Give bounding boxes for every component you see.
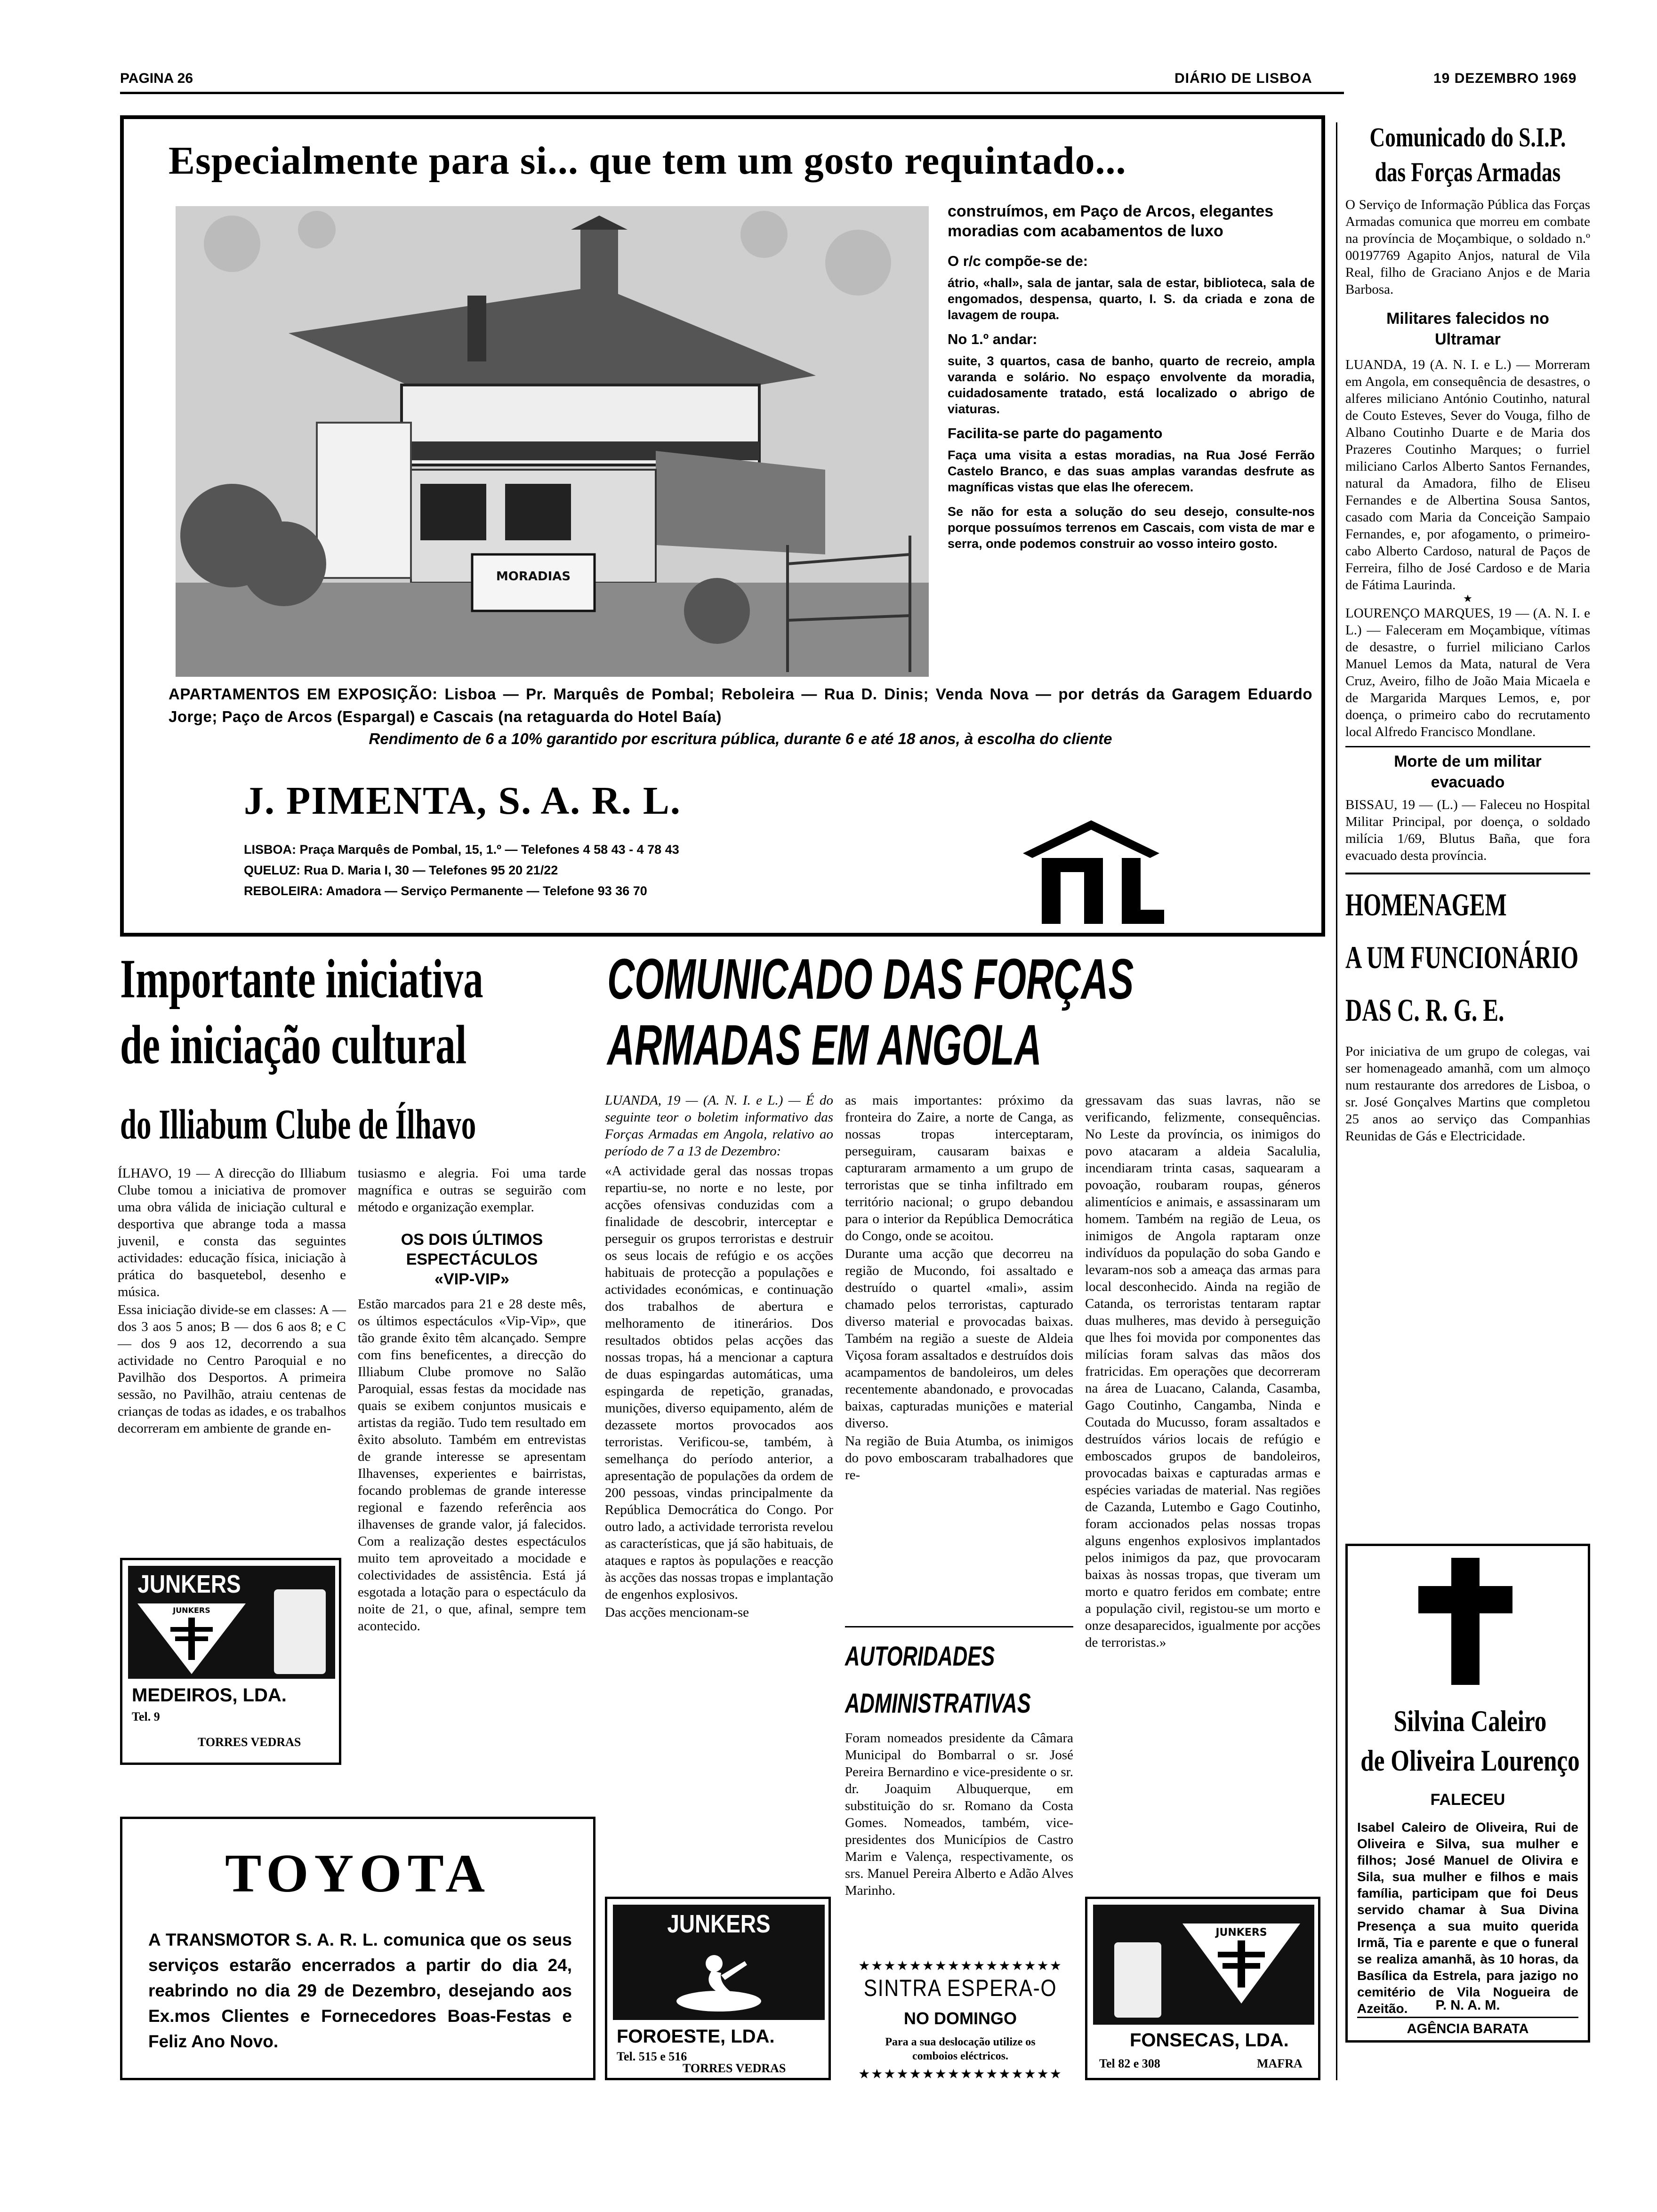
fonsecas-town: MAFRA (1257, 2057, 1303, 2070)
address-lisboa: LISBOA: Praça Marquês de Pombal, 15, 1.º — Telefones 4 58 43 - 4 78 43 (244, 842, 679, 857)
ilhavo-paragraph-3: tusiasmo e alegria. Foi uma tarde magnífica e outras se seguirão com método e organização exemplar. (358, 1166, 586, 1215)
cross-icon-bar (1418, 1586, 1512, 1613)
address-reboleira: REBOLEIRA: Amadora — Serviço Permanente — Telefone 93 36 70 (244, 884, 647, 898)
first-floor-title: No 1.º andar: (948, 331, 1038, 347)
obituary-text: Isabel Caleiro de Oliveira, Rui de Oliveira e Silva, sua mulher e filhos; José Manuel de Olivira e Sila, sua mulher e filhos e mais família, participam que foi Deus servido chamar à Sua Divina Presença a sua muito querida Irmã, Tia e parente e que o funeral se realiza amanhã, às 10 horas, da Basílica da Estrela, para jazigo no cemitério de Vila Nogueira de Azeitão. (1357, 1820, 1578, 2016)
homenagem-rule (1345, 873, 1590, 874)
junkers-medeiros-tel: Tel. 9 (132, 1710, 160, 1723)
obituary-agency: AGÊNCIA BARATA (1407, 2021, 1529, 2036)
sintra-stars-top: ★★★★★★★★★★★★★★★★ (858, 1958, 1062, 1973)
obituary-rule (1357, 2017, 1578, 2018)
company-name: J. PIMENTA, S. A. R. L. (244, 779, 681, 823)
angola-paragraph-1: «A actividade geral das nossas tropas repartiu-se, no norte e no leste, por acções ofensivas conduzidas com a finalidade de descobrir, interceptar e perseguir os grupos terroristas e destruir os seus locais de refúgio e os acções habituais de protecção a populações e actividades económicas, e continuação dos trabalhos de abertura e melhoramento de itinerários. Dos resultados obtidos pelas acções das nossas tropas, há a mencionar a captura de duas espingardas automáticas, uma espingarda de repetição, granadas, munições, diverso equipamento, além de dezassete mortos provocados aos terroristas. Verificou-se, também, à semelhança do período anterior, a apresentação de populações da ordem de 200 pessoas, vindas principalmente da República Democrática do Congo. Por outro lado, a actividade terrorista revelou as características, que já são habituais, de ataques e raptos às populações e reacção às acções das nossas tropas e implantação de engenhos explosivos. (605, 1163, 833, 1602)
autoridades-title-line2: ADMINISTRATIVAS (845, 1688, 1031, 1719)
autoridades-rule (845, 1626, 1073, 1627)
junkers-foroeste-ad (605, 1897, 831, 2080)
junkers-medeiros-company: MEDEIROS, LDA. (132, 1685, 287, 1706)
foroeste-tel: Tel. 515 e 516 (617, 2050, 687, 2063)
foroeste-company: FOROESTE, LDA. (617, 2026, 775, 2047)
morte-rule (1345, 746, 1590, 747)
alternative-text: Se não for esta a solução do seu desejo, consulte-nos porque possuímos terrenos em Cascais, com vista de mar e serra, onde podemos construir ao vosso inteiro gosto. (948, 505, 1315, 551)
angola-col-3 (1085, 1092, 1320, 1652)
angola-title-line2: ARMADAS EM ANGOLA (607, 1013, 1042, 1077)
rc-title: O r/c compõe-se de: (948, 253, 1088, 269)
junkers-panel (128, 1566, 335, 1679)
fonsecas-company: FONSECAS, LDA. (1130, 2030, 1289, 2051)
toyota-text: A TRANSMOTOR S. A. R. L. comunica que os seus serviços estarão encerrados a partir do dia 24, reabrindo no dia 29 de Dezembro, desejando aos Ex.mos Clientes e Fornecedores Boas-Festas e Feliz Ano Novo. (148, 1930, 572, 2051)
yield-text: Rendimento de 6 a 10% garantido por escritura pública, durante 6 e até 18 anos, à escolha do cliente (369, 730, 1112, 747)
sintra-subtitle: NO DOMINGO (904, 2009, 1017, 2028)
sip-title-line2: das Forças Armadas (1375, 157, 1561, 187)
foroeste-town: TORRES VEDRAS (683, 2061, 786, 2075)
page-number: PAGINA 26 (120, 71, 193, 86)
ilhavo-title-line1: Importante iniciativa (120, 948, 483, 1010)
fonsecas-heater-icon (1114, 1942, 1161, 2018)
junkers-triangle (137, 1603, 246, 1674)
toyota-brand: TOYOTA (225, 1843, 491, 1904)
obituary-sign: P. N. A. M. (1435, 1998, 1500, 2013)
angola-lead: LUANDA, 19 — (A. N. I. e L.) — É do seguinte teor o boletim informativo das Forças Armadas em Angola, relativo ao período de 7 a 13 de Dezembro: (605, 1093, 833, 1159)
homenagem-line1: HOMENAGEM (1345, 887, 1507, 922)
payment-text: Faça uma visita a estas moradias, na Rua José Ferrão Castelo Branco, e das suas amplas varandas desfrute as magníficas vistas que elas lhe oferecem. (948, 448, 1315, 494)
foroeste-panel (613, 1905, 825, 2020)
junkers-fonsecas-ad (1085, 1897, 1320, 2080)
ilhavo-col-2 (358, 1165, 586, 1635)
angola-col-2 (845, 1092, 1073, 1484)
masthead-rule (120, 92, 1344, 94)
sip-text: O Serviço de Informação Pública das Forças Armadas comunica que morreu em combate na província de Moçambique, o soldado n.º 00197769 Agapito Anjos, natural de Vila Real, filho de Graciano Anjos e de Maria Barbosa. (1345, 197, 1590, 297)
junkers-small-text: JUNKERS (173, 1606, 210, 1615)
rc-text: átrio, «hall», sala de jantar, sala de estar, biblioteca, sala de engomados, despensa, quarto, I. S. da criada e zona de lavagem de roupa. (948, 276, 1315, 322)
ilhavo-paragraph-4: Estão marcados para 21 e 28 deste mês, os últimos espectáculos «Vip-Vip», que tão grande êxito têm alcançado. Sempre com fins beneficentes, a direcção do Illiabum Clube promove no Salão Paroquial, essas festas da mocidade nas quais se exibem conjuntos musicais e artistas da região. Tudo tem resultado em êxito absoluto. Também em entrevistas de grande interesse se apresentam Ilhavenses, experientes e bairristas, focando problemas de grande interesse regional e fazendo referência aos ilhavenses de grande valor, já falecidos. Com a realização destes espectáculos muito tem aproveitado a mocidade e colectividades de assistência. Está já esgotada a lotação para o espectáculo da noite de 21, o que, afinal, sempre tem acontecido. (358, 1297, 586, 1634)
masthead: PAGINA 26 DIÁRIO DE LISBOA 19 DEZEMBRO 1969 (120, 71, 1577, 86)
fonsecas-brand: JUNKERS (1215, 1927, 1267, 1939)
separator-star: ★ (1463, 593, 1472, 605)
homenagem-line2: A UM FUNCIONÁRIO (1345, 939, 1579, 975)
jp-logo (1014, 811, 1169, 929)
water-heater-icon (274, 1589, 326, 1674)
ilhavo-paragraph-2: Essa iniciação divide-se em classes: A — dos 3 aos 5 anos; B — dos 6 aos 8; e C — dos 9 aos 12, decorrendo a sua actividade no Centro Paroquial e no Pavilhão dos Desportos. A primeira sessão, no Pavilhão, atraiu centenas de crianças de todas as idades, e os trabalhos decorreram em ambiente de grande en- (118, 1302, 346, 1436)
company-addresses (244, 839, 679, 901)
obituary-faleceu: FALECEU (1430, 1791, 1505, 1809)
homenagem-line3: DAS C. R. G. E. (1345, 992, 1504, 1028)
fonsecas-triangle (1182, 1923, 1300, 2004)
sip-title-line1: Comunicado do S.I.P. (1369, 122, 1566, 152)
vip-subtitle (358, 1230, 586, 1289)
address-queluz: QUELUZ: Rua D. Maria I, 30 — Telefones 95 20 21/22 (244, 863, 558, 877)
toyota-ad (120, 1817, 595, 2080)
angola-paragraph-3: gressavam das suas lavras, não se verificando, felizmente, consequências. No Leste da província, os inimigos do povo atacaram a aldeia Sacalulia, incendiaram trinta casas, saquearam a povoação, roubaram roupas, géneros alimentícios e animais, e assassinaram um homem. Também na região de Leua, os inimigos de Angola raptaram onze indivíduos da população do soba Gando e levaram-nos sob a ameaça das armas para local desconhecido. Ainda na região de Catanda, os terroristas tentaram raptar duas mulheres, mas devido à perseguição que lhes foi movida por componentes das milícias foram salvas das mãos dos fratricidas. Em operações que decorreram na área de Luacano, Calanda, Casamba, Gago Coutinho, Cangamba, Ninda e Coutada do Mucusso, foram assaltados e destruídos vários locais de refúgio e emboscados grupos de bandoleiros, provocadas baixas e capturadas armas e espécies variadas de material. Nas regiões de Cazanda, Lutembo e Gago Coutinho, foram accionados pelas nossas tropas alguns engenhos explosivos implantados pelos inimigos da paz, que provocaram baixas às nossas tropas, que tiveram um morto e quatro feridos em combate; entre a população civil, registou-se um morto e onze desaparecidos, igualmente por acções de terroristas.» (1085, 1093, 1320, 1650)
autoridades-title (845, 1633, 1071, 1727)
sign-text: MORADIAS (496, 569, 571, 584)
militares-text-luanda: LUANDA, 19 (A. N. I. e L.) — Morreram em Angola, em consequência de desastres, o alferes miliciano António Coutinho, natural de Couto Esteves, Sever do Vouga, filho de Albano Coutinho Duarte e de Maria dos Prazeres Coutinho Marques; o furriel miliciano Carlos Alberto Santos Fernandes, natural da Amadora, filho de Eliseu Fernandes e de Albertina Sousa Santos, casado com Maria da Conceição Sampaio Fernandes, e, por afogamento, o primeiro-cabo Alberto Cardoso, natural de Paços de Ferreira, filho de José Cardoso e de Maria de Fátima Laurinda. (1345, 357, 1590, 593)
militares-text-lm: LOURENÇO MARQUES, 19 — (A. N. I. e L.) — Faleceram em Moçambique, vítimas de desastre, o furriel miliciano Carlos Manuel Lemos da Mata, natural de Vera Cruz, Aveiro, filho de João Maia Micaela e de Margarida Marques Lemos, e, por doença, o primeiro cabo do recrutamento local Alfredo Francisco Mondlane. (1345, 606, 1590, 739)
homenagem-title (1345, 878, 1589, 1036)
pimenta-lead: construímos, em Paço de Arcos, elegantes moradias com acabamentos de luxo (948, 202, 1274, 240)
ilhavo-col-1 (118, 1165, 346, 1438)
angola-paragraph-1b: Das acções mencionam-se (605, 1605, 749, 1620)
pimenta-headline: Especialmente para si... que tem um gosto requintado... (169, 139, 1126, 183)
angola-paragraph-2: as mais importantes: próximo da fronteira do Zaire, a norte de Canga, as nossas tropas interceptaram, perseguiram, causaram baixas e capturaram armamento a um grupo de terroristas que se tinha infiltrado em território nacional; o grupo debandou para o interior da República Democrática do Congo, onde se acoitou. (845, 1093, 1073, 1243)
house-photo (176, 206, 929, 677)
angola-paragraph-2c: Na região de Buia Atumba, os inimigos do povo emboscaram trabalhadores que re- (845, 1434, 1073, 1483)
ilhavo-title-line2: de iniciação cultural (120, 1014, 467, 1075)
militares-title: Militares falecidos no Ultramar (1386, 310, 1549, 348)
ilhavo-headline (120, 946, 493, 1078)
obituary-name-line2: de Oliveira Lourenço (1360, 1744, 1580, 1777)
angola-title-line1: COMUNICADO DAS FORÇAS (607, 947, 1134, 1011)
obituary-box (1345, 1544, 1590, 2043)
house-illustration (176, 206, 929, 677)
sintra-ad (845, 1958, 1076, 2080)
newspaper-name: DIÁRIO DE LISBOA (1174, 71, 1312, 86)
ilhavo-paragraph-1: ÍLHAVO, 19 — A direcção do Illiabum Clube tomou a iniciativa de promover uma obra válida de iniciação cultural e desportiva que abrange toda a massa juvenil, e consta das seguintes actividades: educação física, iniciação à prática do basquetebol, desenho e música. (118, 1166, 346, 1299)
obituary-name-line1: Silvina Caleiro (1393, 1704, 1547, 1738)
ilhavo-subtitle: do Illiabum Clube de Ílhavo (120, 1101, 476, 1148)
autoridades-title-line1: AUTORIDADES (845, 1641, 995, 1672)
angola-col-1 (605, 1092, 833, 1622)
apartments-text: APARTAMENTOS EM EXPOSIÇÃO: Lisboa — Pr. Marquês de Pombal; Reboleira — Rua D. Dinis; Venda Nova — por detrás da Garagem Eduardo Jorge; Paço de Arcos (Espargal) e Cascais (na retaguarda do Hotel Baía) (169, 685, 1312, 725)
angola-paragraph-2b: Durante uma acção que decorreu na região de Mucondo, foi assaltado e destruído o quartel «mali», assim chamado pelos terroristas, capturado diverso material e provocadas baixas. Também na região a sueste de Aldeia Viçosa foram assaltados e destruídos dois acampamentos de bandoleiros, um deles recentemente abandonado, e provocadas baixas, capturadas munições e material diverso. (845, 1246, 1073, 1431)
vip-subtitle-line1: OS DOIS ÚLTIMOS (401, 1231, 543, 1249)
pimenta-text (948, 201, 1315, 552)
morte-title: Morte de um militar evacuado (1394, 753, 1542, 791)
junkers-logo-icon (137, 1603, 246, 1674)
vip-subtitle-line3: «VIP-VIP» (434, 1270, 509, 1288)
fonsecas-logo-icon (1182, 1923, 1300, 2004)
morte-text: BISSAU, 19 — (L.) — Faleceu no Hospital Militar Principal, por doença, o soldado milícia 1/69, Blutus Baña, que fora evacuado desta província. (1345, 797, 1590, 863)
obituary-name (1350, 1701, 1591, 1780)
right-column (1345, 120, 1590, 1145)
pimenta-ad (120, 115, 1325, 937)
junkers-brand: JUNKERS (137, 1570, 241, 1598)
autoridades-text: Foram nomeados presidente da Câmara Municipal do Bombarral o sr. José Pereira Bernardino e vice-presidente o sr. dr. Joaquim Albuquerque, em substituição do sr. Romano da Costa Gomes. Nomeados, também, vice-presidentes dos Municípios de Castro Marim e Valença, respectivamente, os srs. Manuel Pereira Alberto e Adão Alves Marinho. (845, 1731, 1073, 1898)
junkers-medeiros-town: TORRES VEDRAS (198, 1735, 301, 1749)
angola-headline (607, 946, 1198, 1078)
fonsecas-tel: Tel 82 e 308 (1099, 2057, 1160, 2070)
house-logo-icon (1014, 811, 1169, 929)
junkers-medeiros-ad (120, 1558, 341, 1765)
sintra-title: SINTRA ESPERA-O (863, 1975, 1057, 2001)
sip-title (1358, 120, 1578, 190)
bather-illustration-icon (674, 1947, 764, 2013)
bather-icon (674, 1947, 764, 2013)
payment-title: Facilita-se parte do pagamento (948, 425, 1163, 441)
sintra-stars-bottom: ★★★★★★★★★★★★★★★★ (858, 2066, 1062, 2082)
foroeste-brand: JUNKERS (667, 1910, 771, 1938)
homenagem-text: Por iniciativa de um grupo de colegas, vai ser homenageado amanhã, com um almoço num restaurante dos arredores de Lisboa, o sr. José Gonçalves Martins que completou 25 anos ao serviço das Companhias Reunidas de Gás e Electricidade. (1345, 1044, 1590, 1144)
fonsecas-panel (1093, 1905, 1314, 2025)
right-column-rule (1336, 122, 1337, 2080)
first-floor-text: suite, 3 quartos, casa de banho, quarto de recreio, ampla varanda e solário. No espaço envolvente da moradia, cuidadosamente tratado, está localizado o abrigo de viaturas. (948, 354, 1315, 416)
vip-subtitle-line2: ESPECTÁCULOS (406, 1250, 538, 1268)
cross-icon (1451, 1558, 1480, 1685)
sintra-text: Para a sua deslocação utilize os comboios eléctricos. (885, 2036, 1036, 2062)
